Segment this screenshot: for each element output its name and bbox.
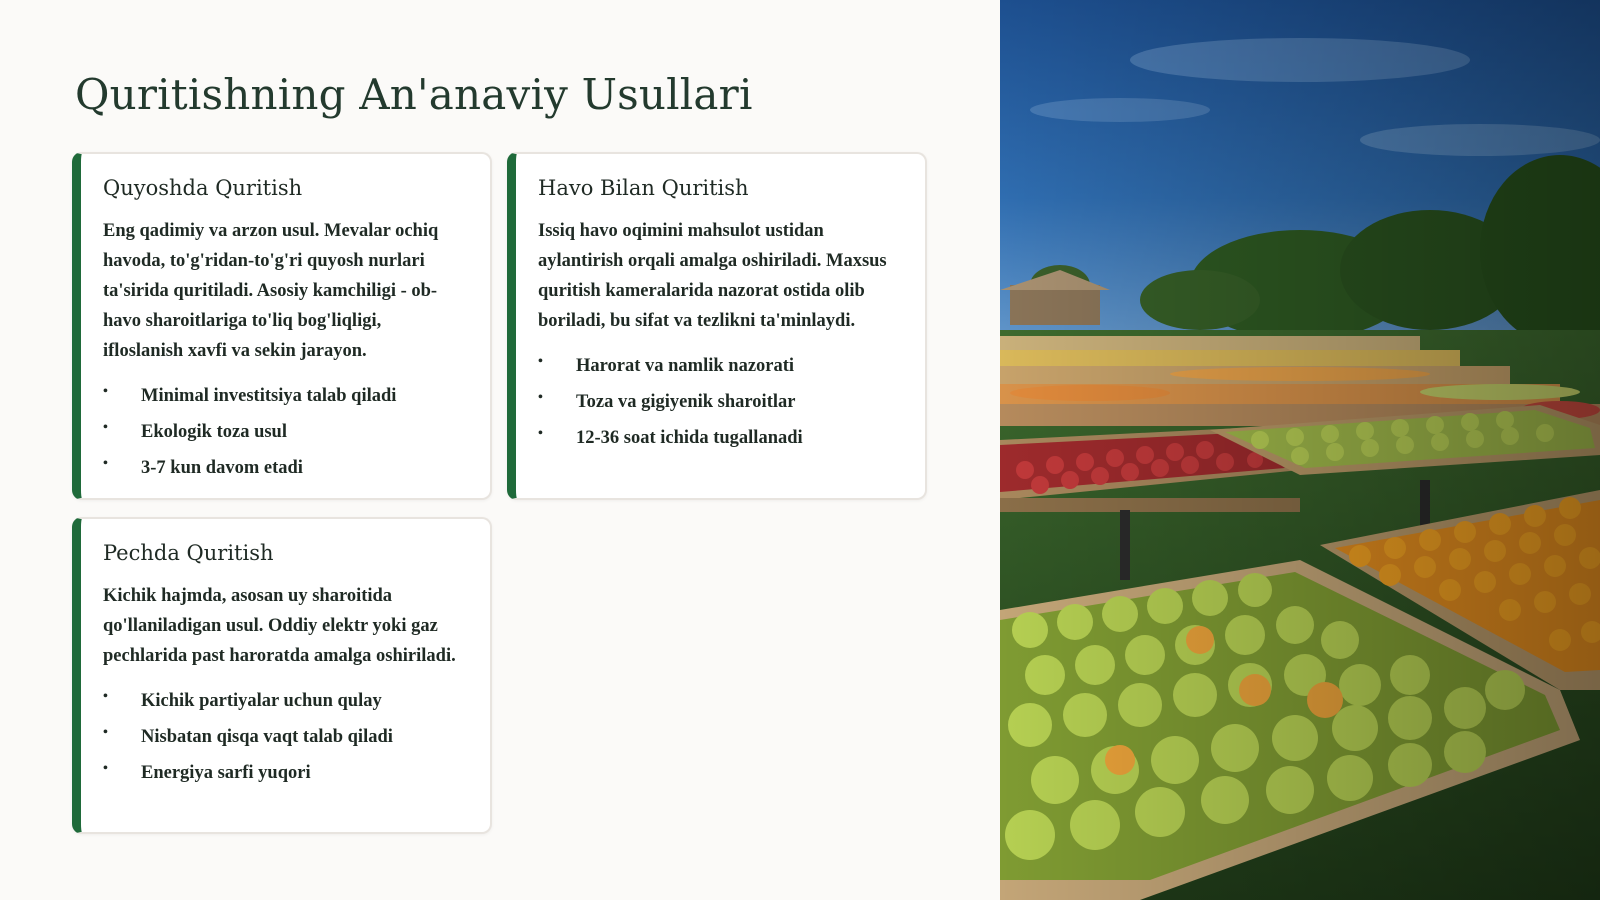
- bullet-text: Harorat va namlik nazorati: [576, 356, 795, 376]
- bullet-icon: •: [103, 761, 108, 776]
- bullet-text: Ekologik toza usul: [141, 422, 287, 442]
- bullet-icon: •: [538, 426, 543, 441]
- bullet-text: Minimal investitsiya talab qiladi: [141, 386, 397, 406]
- bullet-icon: •: [103, 725, 108, 740]
- card-title: Pechda Quritish: [103, 541, 274, 565]
- bullet-text: 3-7 kun davom etadi: [141, 458, 303, 478]
- list-item: [103, 414, 466, 450]
- bullet-text: 12-36 soat ichida tugallanadi: [576, 428, 803, 448]
- list-item: [538, 348, 901, 384]
- list-item: [103, 450, 466, 486]
- bullet-icon: •: [103, 456, 108, 471]
- card-air-drying: [507, 152, 927, 500]
- page-title: Quritishning An'anaviy Usullari: [75, 70, 753, 119]
- bullet-text: Kichik partiyalar uchun qulay: [141, 691, 382, 711]
- bullet-icon: •: [103, 689, 108, 704]
- bullet-list: [103, 683, 466, 791]
- bullet-list: [538, 348, 901, 456]
- photo-illustration: [1000, 0, 1600, 900]
- list-item: [103, 683, 466, 719]
- card-sun-drying: [72, 152, 492, 500]
- bullet-text: Energiya sarfi yuqori: [141, 763, 311, 783]
- bullet-icon: •: [538, 354, 543, 369]
- list-item: [538, 384, 901, 420]
- card-title: Quyoshda Quritish: [103, 176, 303, 200]
- list-item: [103, 719, 466, 755]
- card-description: Issiq havo oqimini mahsulot ustidan aylantirish orqali amalga oshiriladi. Maxsus quritish kameralarida nazorat ostida olib boriladi, bu sifat va tezlikni ta'minlaydi.: [538, 221, 887, 331]
- bullet-list: [103, 378, 466, 486]
- bullet-text: Nisbatan qisqa vaqt talab qiladi: [141, 727, 393, 747]
- bullet-icon: •: [103, 420, 108, 435]
- card-description: Eng qadimiy va arzon usul. Mevalar ochiq havoda, to'g'ridan-to'g'ri quyosh nurlari ta'sirida quritiladi. Asosiy kamchiligi - ob-havo sharoitlariga to'liq bog'liqligi, ifloslanish xavfi va sekin jarayon.: [103, 221, 439, 361]
- card-description: Kichik hajmda, asosan uy sharoitida qo'llaniladigan usul. Oddiy elektr yoki gaz pechlarida past haroratda amalga oshiriladi.: [103, 586, 456, 666]
- bullet-icon: •: [538, 390, 543, 405]
- card-oven-drying: [72, 517, 492, 834]
- bullet-icon: •: [103, 384, 108, 399]
- list-item: [103, 378, 466, 414]
- list-item: [103, 755, 466, 791]
- bullet-text: Toza va gigiyenik sharoitlar: [576, 392, 796, 412]
- list-item: [538, 420, 901, 456]
- fruit-drying-trays-photo: [1000, 0, 1600, 900]
- card-title: Havo Bilan Quritish: [538, 176, 749, 200]
